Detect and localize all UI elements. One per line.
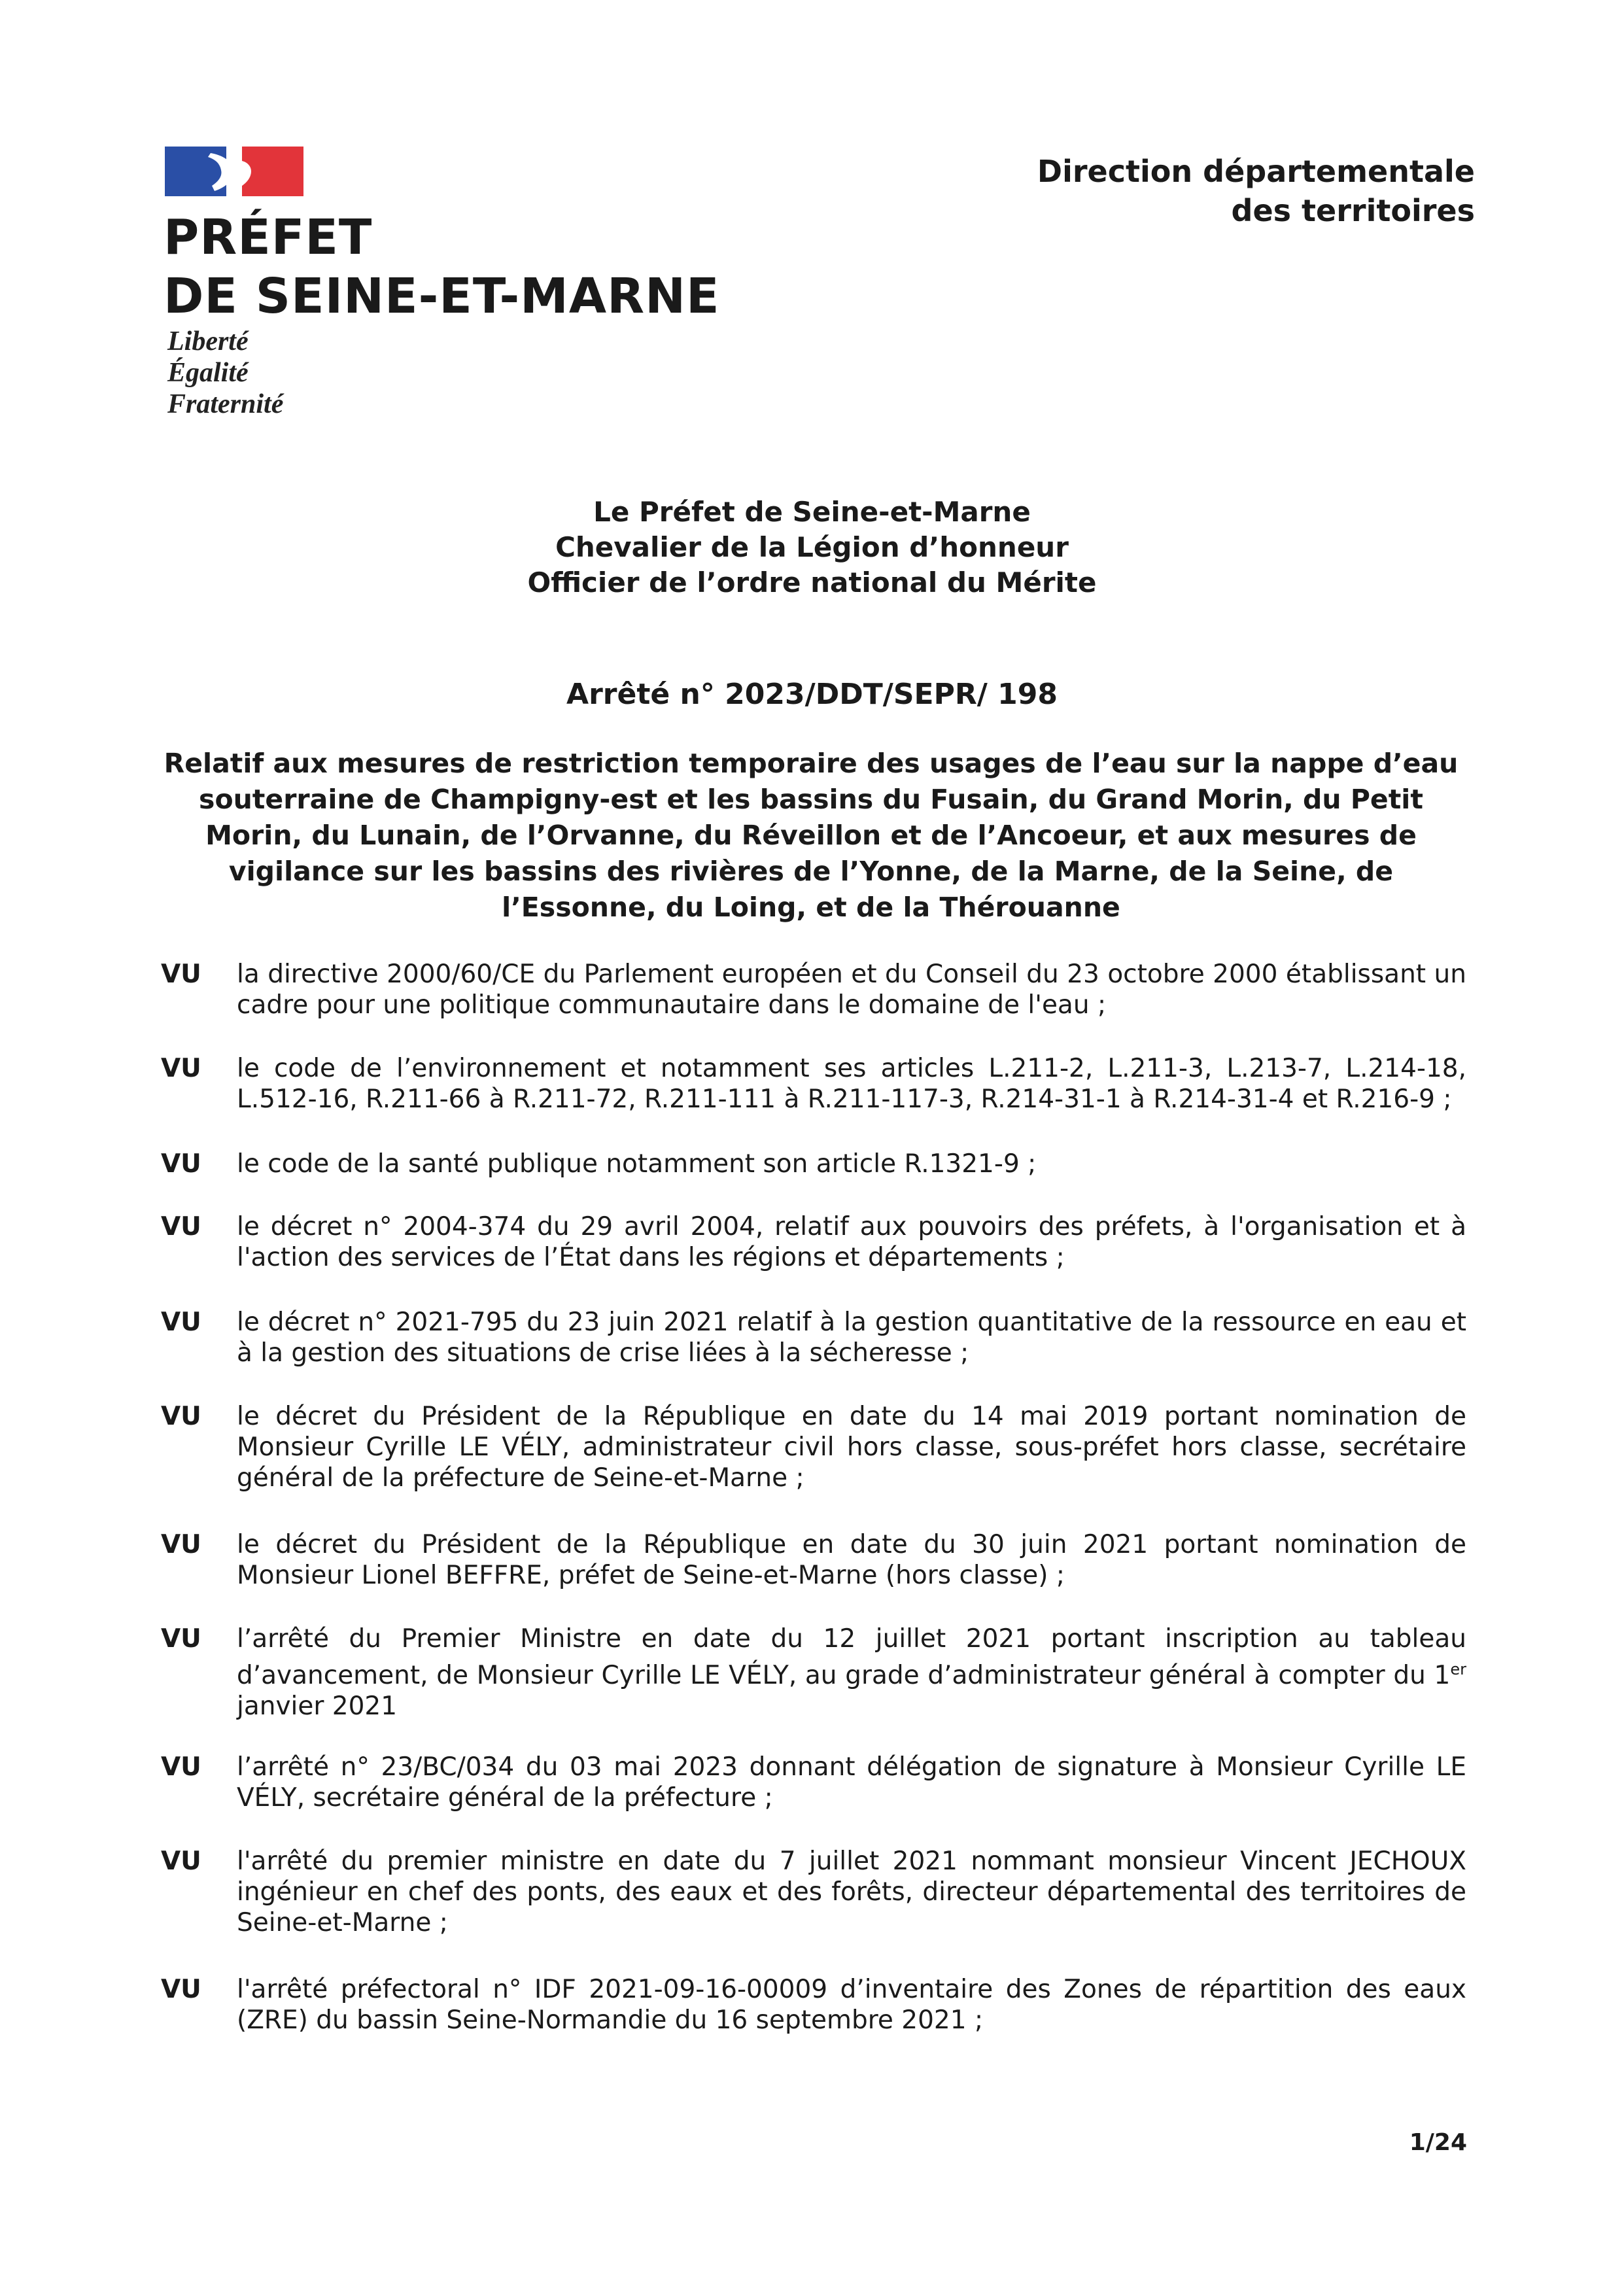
vu-text: le décret du Président de la République en date du 14 mai 2019 portant nomination de Monsieur Cyrille LE VÉLY, administrateur civil hors classe, sous-préfet hors classe, secrétaire général de la préfecture de Seine-et-Marne ; (237, 1402, 1466, 1493)
vu-item (161, 1211, 1466, 1273)
motto-egalite: Égalité (167, 358, 249, 388)
motto-liberte: Liberté (167, 326, 249, 356)
vu-item (161, 1307, 1466, 1368)
vu-text: la directive 2000/60/CE du Parlement européen et du Conseil du 23 octobre 2000 établissant un cadre pour une politique communautaire dans le domaine de l'eau ; (237, 960, 1466, 1020)
vu-label: VU (161, 1847, 201, 1876)
vu-text: l’arrêté n° 23/BC/034 du 03 mai 2023 donnant délégation de signature à Monsieur Cyrille LE VÉLY, secrétaire général de la préfecture ; (237, 1752, 1466, 1813)
vu-item (161, 1623, 1466, 1722)
vu-label: VU (161, 1308, 201, 1337)
marianne-logo-icon (165, 147, 303, 196)
direction-line-1: Direction départementale (1037, 154, 1475, 189)
prefet-line-3: Officier de l’ordre national du Mérite (527, 566, 1097, 599)
vu-item (161, 1053, 1466, 1115)
logo-line-2: DE SEINE-ET-MARNE (164, 268, 720, 324)
vu-label: VU (161, 1149, 201, 1179)
page-number: 1/24 (1409, 2129, 1467, 2156)
republic-motto (167, 326, 283, 420)
vu-label: VU (161, 1402, 201, 1431)
vu-item (161, 1401, 1466, 1493)
vu-text: le code de l’environnement et notamment ses articles L.211-2, L.211-3, L.213-7, L.214-18, L.512-16, R.211-66 à R.211-72, R.211-111 à R.211-117-3, R.214-31-1 à R.214-31-4 et R.216-9 ; (237, 1054, 1466, 1114)
vu-item (161, 1974, 1466, 2036)
vu-text: le décret n° 2021-795 du 23 juin 2021 relatif à la gestion quantitative de la ressource en eau et à la gestion des situations de crise liées à la sécheresse ; (237, 1308, 1466, 1368)
vu-item (161, 959, 1466, 1020)
prefet-line-1: Le Préfet de Seine-et-Marne (593, 496, 1031, 528)
vu-text: l'arrêté du premier ministre en date du 7 juillet 2021 nommant monsieur Vincent JECHOUX ingénieur en chef des ponts, des eaux et des forêts, directeur départemental des territoires de Seine-et-Marne ; (237, 1847, 1466, 1937)
logo-line-1: PRÉFET (164, 209, 373, 266)
vu-text: le code de la santé publique notamment son article R.1321-9 ; (237, 1149, 1037, 1179)
vu-text: le décret n° 2004-374 du 29 avril 2004, relatif aux pouvoirs des préfets, à l'organisation et à l'action des services de l’État dans les régions et départements ; (237, 1212, 1466, 1272)
prefet-line-2: Chevalier de la Légion d’honneur (555, 531, 1069, 563)
prefet-title-block (0, 495, 1624, 600)
vu-text: l'arrêté préfectoral n° IDF 2021-09-16-00009 d’inventaire des Zones de répartition des eaux (ZRE) du bassin Seine-Normandie du 16 septembre 2021 ; (237, 1975, 1466, 2035)
motto-fraternite: Fraternité (167, 389, 284, 419)
direction-header (1037, 152, 1475, 230)
prefecture-logo-title (164, 208, 720, 326)
vu-label: VU (161, 1212, 201, 1242)
vu-text-main: l’arrêté du Premier Ministre en date du 12 juillet 2021 portant inscription au tableau d’avancement, de Monsieur Cyrille LE VÉLY, au grade d’administrateur général à compter du 1er janvier 2021 (237, 1624, 1466, 1721)
vu-label: VU (161, 1752, 201, 1782)
vu-label: VU (161, 1624, 201, 1654)
vu-text: le décret du Président de la République en date du 30 juin 2021 portant nomination de Monsieur Lionel BEFFRE, préfet de Seine-et-Marne (hors classe) ; (237, 1530, 1466, 1590)
vu-text (237, 1623, 1466, 1722)
vu-item (161, 1846, 1466, 1938)
vu-item (161, 1149, 1466, 1179)
vu-label: VU (161, 1530, 201, 1559)
vu-item (161, 1529, 1466, 1591)
vu-label: VU (161, 960, 201, 989)
vu-item (161, 1752, 1466, 1813)
vu-label: VU (161, 1054, 201, 1083)
direction-line-2: des territoires (1231, 193, 1475, 228)
vu-label: VU (161, 1975, 201, 2004)
arrete-number: Arrêté n° 2023/DDT/SEPR/ 198 (566, 678, 1058, 711)
arrete-subject: Relatif aux mesures de restriction temporaire des usages de l’eau sur la nappe d’eau souterraine de Champigny-est et les bassins du Fusain, du Grand Morin, du Petit Morin, du Lunain, de l’Orvanne, du Réveillon et de l’Ancoeur, et aux mesures de vigilance sur les bassins des rivières de l’Yonne, de la Marne, de la Seine, de l’Essonne, du Loing, et de la Thérouanne (164, 748, 1459, 923)
